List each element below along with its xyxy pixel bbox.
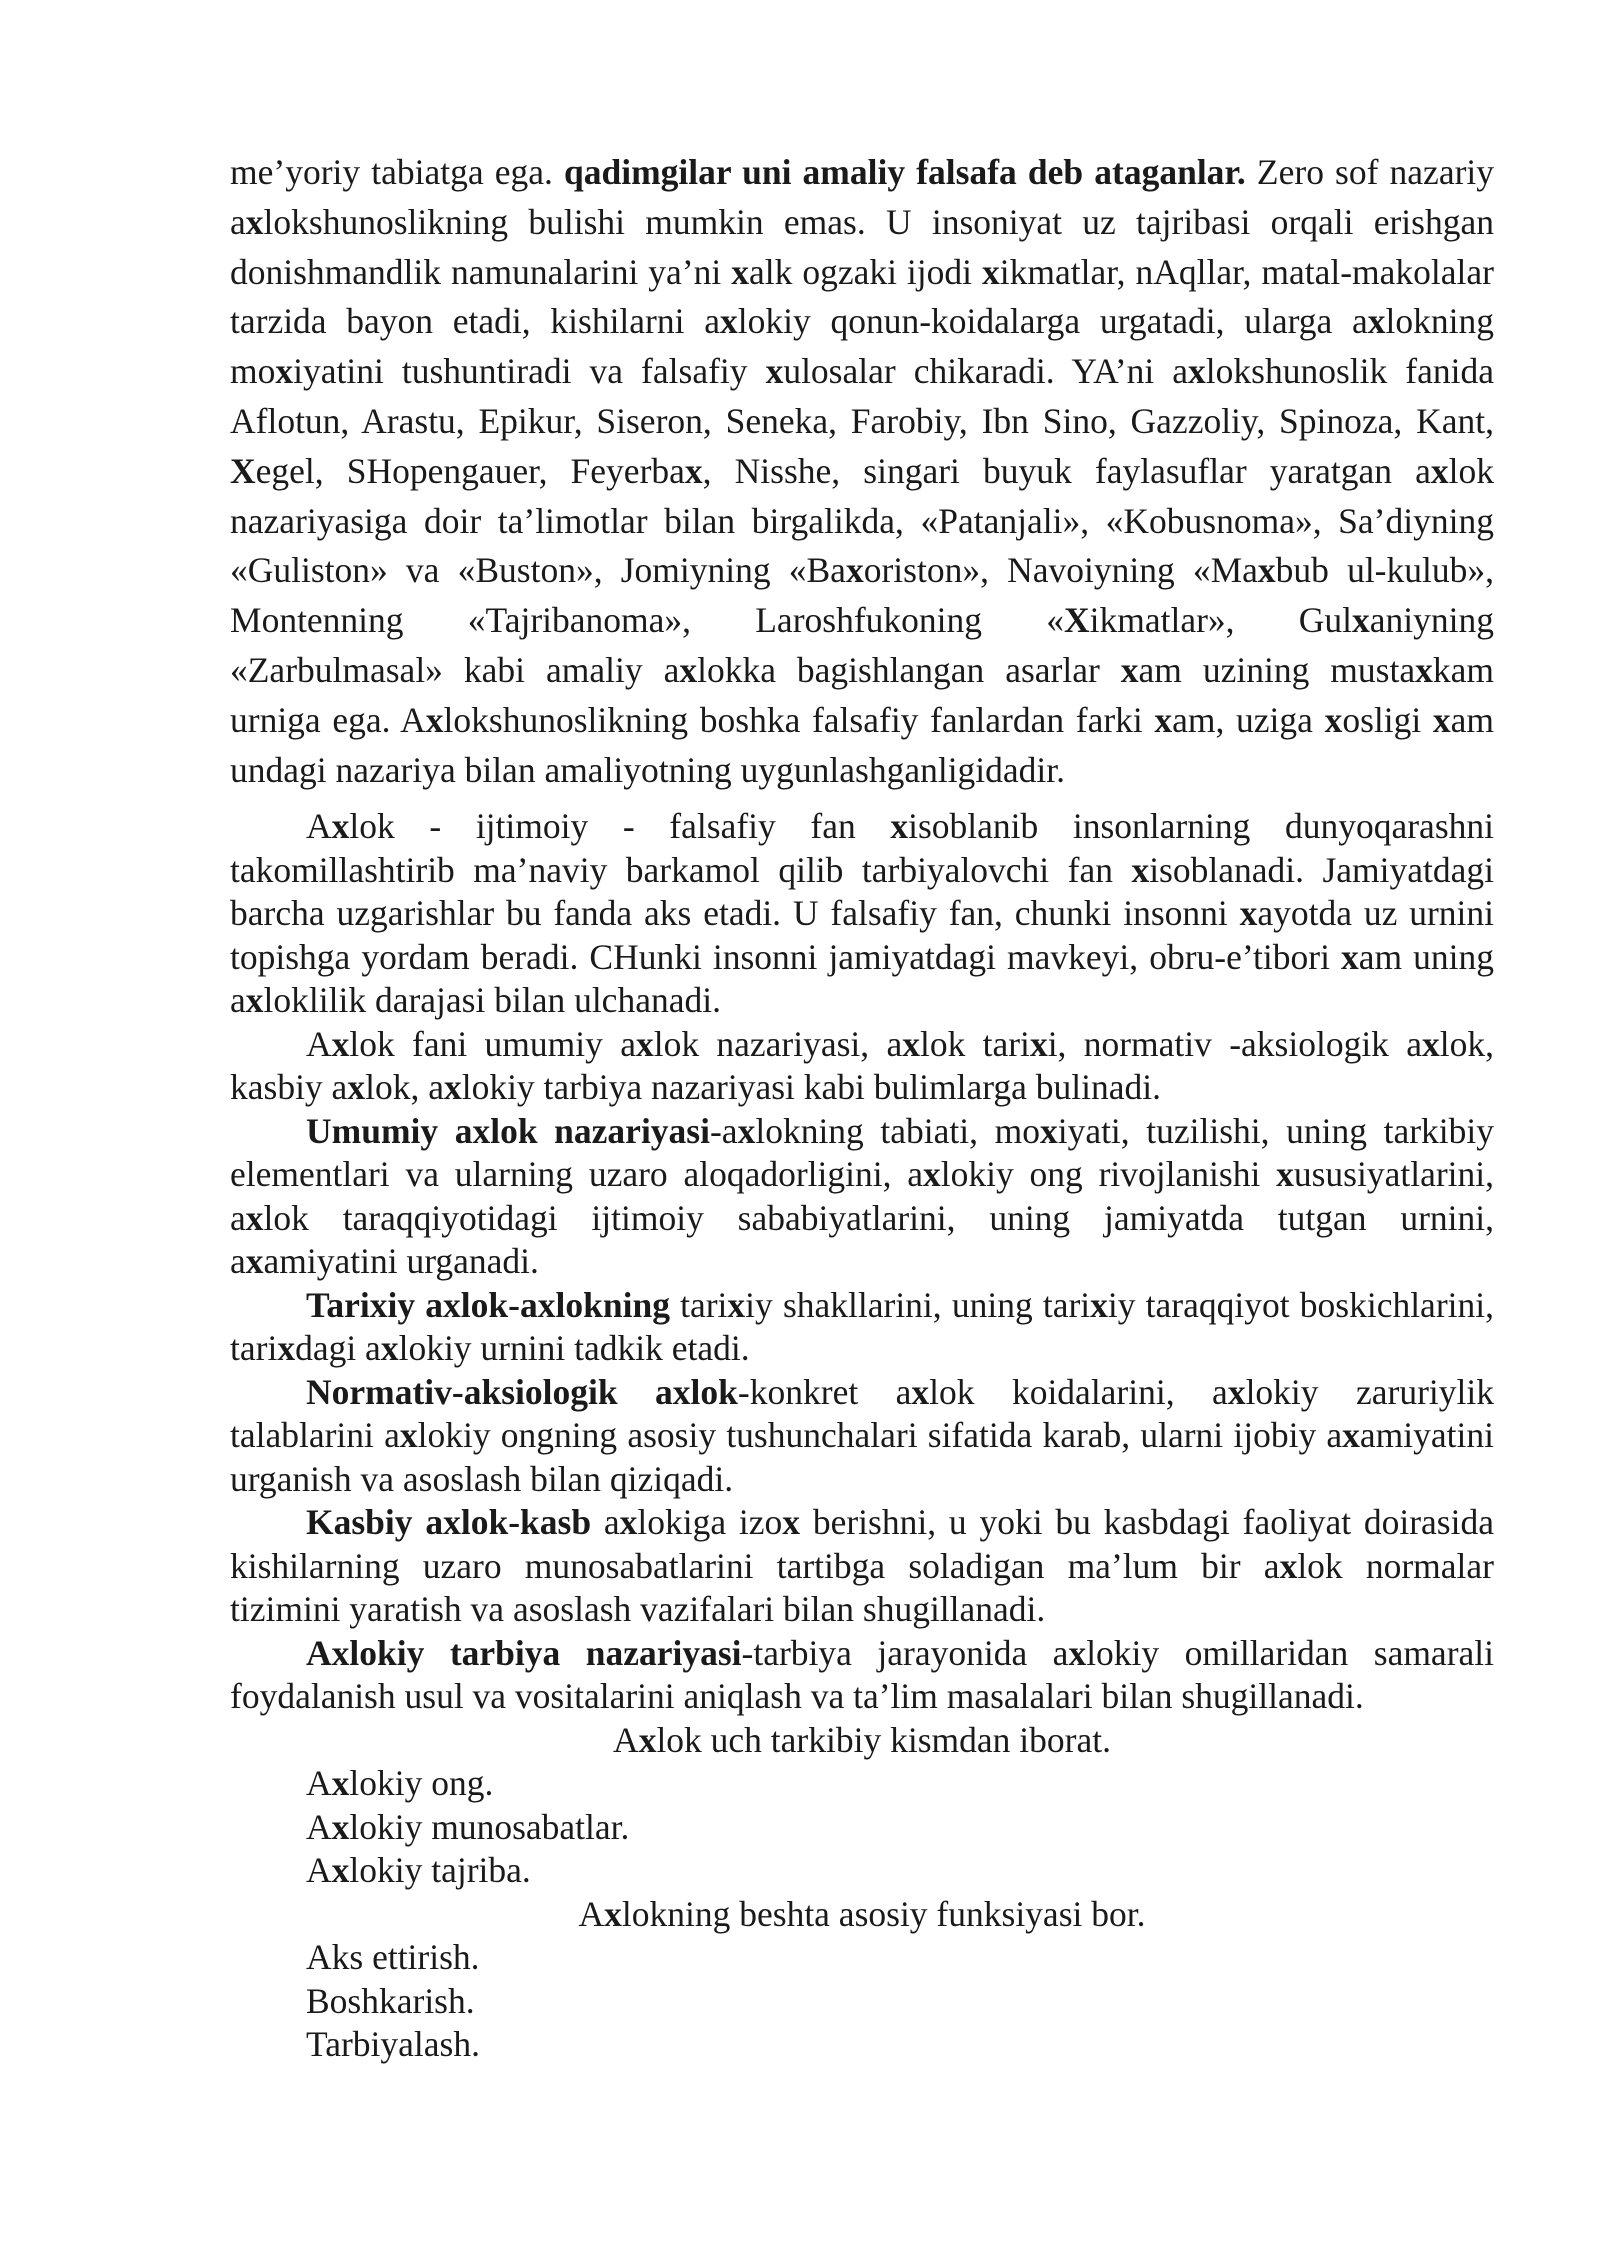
bold-run: x xyxy=(331,1763,350,1804)
bold-run: x xyxy=(380,1328,399,1369)
text-run: A xyxy=(306,806,332,847)
text-run: oriston», Navoiyning «Ma xyxy=(863,550,1258,591)
text-run: iy taraqqiyot boskichlarini, tari xyxy=(230,1284,1494,1369)
text-run: lok normalar tizimini yaratish va asoslash vazifalari bilan shugillanadi. xyxy=(230,1545,1494,1630)
bold-run: x xyxy=(1131,849,1150,890)
text-run: egel, SHopengauer, Feyerba xyxy=(255,450,685,491)
text-run: lokiy ong. xyxy=(349,1763,494,1804)
text-run: lokshunoslikning bulishi mumkin emas. U insoniyat uz tajribasi orqali erishgan donishmandlik namunalarini ya’ni xyxy=(230,201,1494,292)
text-run: iyatini tushuntiradi va falsafiy xyxy=(293,351,766,392)
bold-run: x xyxy=(1279,1545,1298,1586)
paragraph-moral-education xyxy=(230,1632,1494,1719)
text-run: lok fani umumiy a xyxy=(349,1023,636,1064)
bold-run: x xyxy=(845,550,864,591)
bold-run: x xyxy=(1422,1023,1440,1064)
text-run: Tarbiyalash. xyxy=(306,2024,480,2065)
bold-run: x xyxy=(277,1328,296,1369)
text-run: me’yoriy tabiatga ega. xyxy=(230,152,564,192)
bold-run: x xyxy=(619,1502,638,1543)
text-run: -tarbiya jarayonida a xyxy=(741,1632,1069,1673)
bold-run: x xyxy=(731,251,749,292)
text-run: ulosalar chikaradi. YA’ni a xyxy=(783,351,1189,392)
text-run: lokiy zaruriylik talablarini a xyxy=(230,1371,1494,1456)
text-run: lokiy omillaridan samarali foydalanish usul va vositalarini aniqlash va ta’lim masalalari bilan shugillanadi. xyxy=(230,1632,1494,1717)
text-run: -a xyxy=(709,1110,738,1151)
bold-run: x xyxy=(1239,893,1258,934)
text-run: lokiy ongning asosiy tushunchalari sifatida karab, ularni ijobiy a xyxy=(417,1415,1343,1456)
bold-run: X xyxy=(230,450,256,491)
text-run: -konkret a xyxy=(737,1371,912,1412)
list-item-moral-consciousness xyxy=(230,1762,1494,1806)
bold-run: x xyxy=(245,1241,264,1282)
bold-run: qadimgilar uni amaliy falsafa deb ataganlar. xyxy=(563,152,1246,192)
text-run: i, normativ -aksiologik a xyxy=(1047,1023,1422,1064)
text-run: tari xyxy=(669,1284,728,1325)
text-run: lokiy munosabatlar. xyxy=(349,1806,630,1847)
text-run: am uning a xyxy=(230,936,1494,1021)
list-item-upbringing xyxy=(230,2023,1494,2067)
text-run: A xyxy=(578,1893,605,1934)
text-run: am uzining musta xyxy=(1138,649,1416,690)
text-run: osligi xyxy=(1342,699,1433,740)
bold-run: x xyxy=(727,1284,746,1325)
bold-run: x xyxy=(1090,1284,1108,1325)
text-run: lokiy tajriba. xyxy=(349,1850,531,1891)
bold-run: x xyxy=(1154,699,1173,740)
text-run: A xyxy=(306,1763,332,1804)
body-section xyxy=(230,805,1494,2067)
text-run: A xyxy=(306,1850,332,1891)
text-run: ikmatlar», Gul xyxy=(1089,600,1353,641)
bold-run: Kasbiy axlok-kasb xyxy=(306,1502,592,1543)
intro-section xyxy=(230,148,1494,795)
bold-run: x xyxy=(1276,1154,1294,1195)
text-run: lok uch tarkibiy kismdan iborat. xyxy=(656,1719,1111,1760)
bold-run: x xyxy=(1324,699,1343,740)
list-item-moral-relations xyxy=(230,1806,1494,1850)
bold-run: x xyxy=(425,699,444,740)
bold-run: x xyxy=(245,201,264,242)
text-run: lokiy qonun-koidalarga urgatadi, ularga a xyxy=(737,301,1368,342)
bold-run: x xyxy=(1415,649,1433,690)
bold-run: x xyxy=(1068,1632,1087,1673)
paragraph-historical xyxy=(230,1284,1494,1371)
bold-run: Tarixiy axlok-axlokning xyxy=(306,1284,670,1325)
bold-run: x xyxy=(719,301,738,342)
text-run: lokka bagishlangan asarlar xyxy=(697,649,1121,690)
bold-run: x xyxy=(982,251,1000,292)
bold-run: x xyxy=(1029,1023,1048,1064)
text-run: isoblanadi. Jamiyatdagi barcha uzgarishlar bu fanda aks etadi. U falsafiy fan, chunki insonni xyxy=(230,849,1494,934)
text-run: A xyxy=(306,1023,332,1064)
bold-run: Axlokiy tarbiya nazariyasi xyxy=(306,1632,742,1673)
bold-run: x xyxy=(1340,936,1359,977)
bold-run: x xyxy=(245,980,264,1021)
bold-run: x xyxy=(331,1023,350,1064)
list-item-moral-experience xyxy=(230,1849,1494,1893)
text-run: lok nazariyasiga doir ta’limotlar bilan birgalikda, «Patanjali», «Kobusnoma», Sa’diyning «Guliston» va «Buston», Jomiyning «Ba xyxy=(230,450,1495,591)
bold-run: x xyxy=(1120,649,1139,690)
paragraph-professional xyxy=(230,1501,1494,1632)
text-run: A xyxy=(306,1806,332,1847)
bold-run: x xyxy=(923,1154,941,1195)
bold-run: x xyxy=(1188,351,1206,392)
text-run: lok, kasbiy a xyxy=(230,1023,1494,1108)
text-run: lok, a xyxy=(365,1067,444,1108)
bold-run: x xyxy=(902,1023,920,1064)
bold-run: x xyxy=(1352,600,1370,641)
text-run: lok taraqqiyotidagi ijtimoiy sababiyatlarini, uning jamiyatda tutgan urnini, a xyxy=(230,1197,1494,1282)
bold-run: Umumiy axlok nazariyasi xyxy=(306,1110,710,1151)
bold-run: x xyxy=(275,351,294,392)
bold-run: x xyxy=(443,1067,462,1108)
text-run: dagi a xyxy=(295,1328,381,1369)
text-run: , Nisshe, singari buyuk faylasuflar yaratgan a xyxy=(702,450,1431,491)
paragraph-axlok-definition xyxy=(230,805,1494,1023)
text-run: ayotda uz urnini topishga yordam beradi. CHunki insonni jamiyatdagi mavkeyi, obru-e’tibori xyxy=(230,893,1494,977)
bold-run: x xyxy=(1367,301,1386,342)
text-run: am undagi nazariya bilan amaliyotning uygunlashganligidadir. xyxy=(230,699,1494,790)
text-run: amiyatini urganadi. xyxy=(263,1241,539,1282)
text-run: lokning beshta asosiy funksiyasi bor. xyxy=(621,1893,1146,1934)
text-run: alk ogzaki ijodi xyxy=(748,251,983,292)
text-run: lokiy ong rivojlanishi xyxy=(940,1154,1277,1195)
text-run: A xyxy=(613,1719,639,1760)
text-run: aniyning «Zarbulmasal» kabi amaliy a xyxy=(230,600,1494,690)
text-run: ususiyatlarini, a xyxy=(230,1154,1495,1238)
bold-run: x xyxy=(679,649,698,690)
heading-three-parts xyxy=(230,1719,1494,1763)
text-run: Boshkarish. xyxy=(306,1980,475,2021)
bold-run: x xyxy=(347,1067,366,1108)
bold-run: x xyxy=(1257,550,1276,591)
bold-run: x xyxy=(245,1197,264,1238)
document-page xyxy=(230,148,1494,2067)
bold-run: x xyxy=(1430,450,1449,491)
text-run: lok tari xyxy=(919,1023,1030,1064)
text-run: a xyxy=(591,1502,620,1543)
text-run: lokshunoslik fanida Aflotun, Arastu, Epikur, Siseron, Seneka, Farobiy, Ibn Sino, Gazzoliy, Spinoza, Kant, xyxy=(230,351,1495,441)
text-run: lokning tabiati, mo xyxy=(755,1110,1040,1151)
text-run: Aks ettirish. xyxy=(306,1937,480,1978)
paragraph-general-theory xyxy=(230,1110,1494,1284)
text-run: isoblanib insonlarning dunyoqarashni takomillashtirib ma’naviy barkamol qilib tarbiyalovchi fan xyxy=(230,806,1494,890)
text-run: am, uziga xyxy=(1172,699,1325,740)
bold-run: x xyxy=(399,1415,418,1456)
heading-five-functions xyxy=(230,1893,1494,1937)
paragraph-axlok-branches xyxy=(230,1023,1494,1110)
bold-run: x xyxy=(331,1806,350,1847)
bold-run: x xyxy=(1039,1110,1058,1151)
text-run: amiyatini urganish va asoslash bilan qiziqadi. xyxy=(230,1415,1495,1499)
bold-run: x xyxy=(331,806,350,847)
text-run: iyati, tuzilishi, uning tarkibiy elementlari va ularning uzaro aloqadorligini, a xyxy=(230,1110,1494,1195)
text-run: lok - ijtimoiy - falsafiy fan xyxy=(349,806,891,847)
text-run: lokning mo xyxy=(230,301,1494,392)
text-run: lok koidalarini, a xyxy=(929,1371,1228,1412)
text-run: Zero sof nazariy a xyxy=(230,152,1495,242)
bold-run: x xyxy=(737,1110,756,1151)
paragraph-intro xyxy=(230,148,1494,795)
text-run: lokiga izo xyxy=(637,1502,783,1543)
bold-run: x xyxy=(684,450,703,491)
text-run: lokiy urnini tadkik etadi. xyxy=(398,1328,750,1369)
bold-run: x xyxy=(890,806,909,847)
bold-run: x xyxy=(1342,1415,1360,1456)
text-run: lokshunoslikning boshka falsafiy fanlardan farki xyxy=(443,699,1155,740)
text-run: bub ul-kulub», Montenning «Tajribanoma», Laroshfukoning « xyxy=(230,550,1494,641)
text-run: kam urniga ega. A xyxy=(230,649,1494,740)
bold-run: x xyxy=(782,1502,801,1543)
bold-run: x xyxy=(1432,699,1451,740)
bold-run: x xyxy=(765,351,784,392)
bold-run: x xyxy=(638,1719,657,1760)
bold-run: X xyxy=(1063,600,1090,641)
paragraph-normative xyxy=(230,1371,1494,1502)
bold-run: x xyxy=(331,1850,350,1891)
bold-run: x xyxy=(604,1893,622,1934)
text-run: lok nazariyasi, a xyxy=(653,1023,903,1064)
list-item-management xyxy=(230,1980,1494,2024)
bold-run: Normativ-aksiologik axlok xyxy=(306,1371,738,1412)
bold-run: x xyxy=(911,1371,930,1412)
list-item-reflection xyxy=(230,1936,1494,1980)
text-run: iy shakllarini, uning tari xyxy=(745,1284,1091,1325)
bold-run: x xyxy=(635,1023,654,1064)
text-run: ikmatlar, nAqllar, matal-makolalar tarzida bayon etadi, kishilarni a xyxy=(230,251,1494,342)
text-run: lokiy tarbiya nazariyasi kabi bulimlarga bulinadi. xyxy=(461,1067,1161,1108)
bold-run: x xyxy=(1227,1371,1246,1412)
text-run: berishni, u yoki bu kasbdagi faoliyat doirasida kishilarning uzaro munosabatlarini tartibga soladigan ma’lum bir a xyxy=(230,1502,1494,1586)
text-run: loklilik darajasi bilan ulchanadi. xyxy=(263,980,721,1021)
